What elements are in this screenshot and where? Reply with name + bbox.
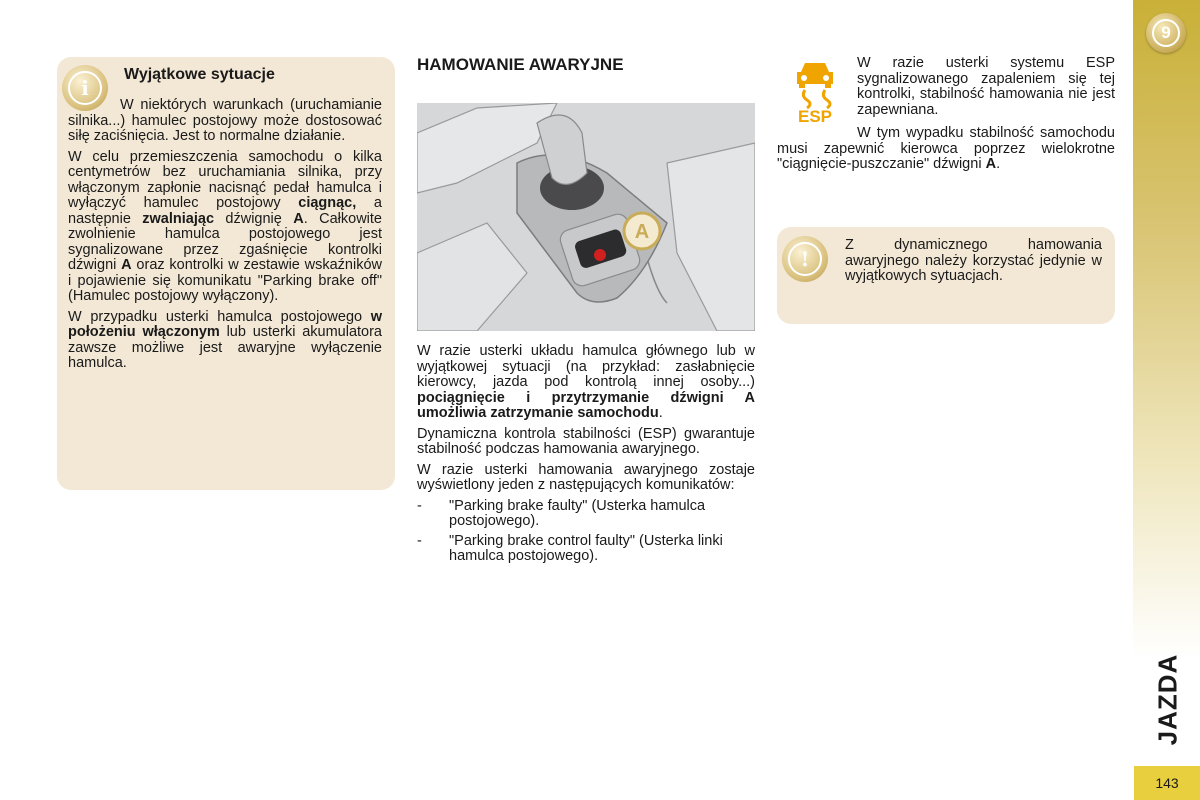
list-item: - "Parking brake faulty" (Usterka hamulca postojowego). bbox=[417, 497, 706, 529]
section-body bbox=[417, 344, 755, 569]
section-paragraph-1: W razie usterki układu hamulca głównego lub w wyjątkowej sytuacji (na przykład: zasłabnięcie kierowcy, jazda pod kontrolą innej osoby...) pociągnięcie i przytrzymanie dźwigni A umożliwia zatrzymanie samochodu. bbox=[417, 343, 755, 421]
esp-text bbox=[857, 56, 1115, 123]
parking-brake-illustration bbox=[417, 103, 755, 331]
chapter-side-strip bbox=[1133, 0, 1200, 660]
warning-text bbox=[845, 238, 1102, 290]
esp-paragraph-1: W razie usterki systemu ESP sygnalizowanego zapaleniem się tej kontrolki, stabilność hamowania nie jest zapewniana. bbox=[857, 55, 1115, 118]
svg-text:ESP: ESP bbox=[797, 107, 833, 124]
exclamation-icon: ! bbox=[782, 236, 828, 282]
info-box-text bbox=[68, 98, 382, 377]
section-paragraph-2: Dynamiczna kontrola stabilności (ESP) gwarantuje stabilność podczas hamowania awaryjnego. bbox=[417, 425, 755, 457]
figure-callout-a: A bbox=[634, 221, 650, 243]
list-item: - "Parking brake control faulty" (Usterka linki hamulca postojowego). bbox=[417, 532, 723, 564]
info-box-title: Wyjątkowe sytuacje bbox=[124, 66, 275, 83]
info-paragraph-2: W celu przemieszczenia samochodu o kilka centymetrów bez uruchamiania silnika, przy włączonym zapłonie nacisnąć pedał hamulca i wyłączyć hamulec postojowy ciągnąc, a następnie zwalniając dźwignię A. Całkowite zwolnienie hamulca postojowego jest sygnalizowane przez zgaśnięcie kontrolki dźwigni A oraz kontrolki w zestawie wskaźników i pojawienie się komunikatu "Parking brake off" (Hamulec postojowy wyłączony). bbox=[68, 148, 383, 304]
info-paragraph-3: W przypadku usterki hamulca postojowego w położeniu włączonym lub usterki akumulatora zawsze możliwe jest awaryjne wyłączenie hamulca. bbox=[68, 308, 382, 371]
section-title: HAMOWANIE AWARYJNE bbox=[417, 55, 624, 74]
section-paragraph-3: W razie usterki hamowania awaryjnego zostaje wyświetlony jeden z następujących komunikatów: bbox=[417, 461, 755, 493]
page-number: 143 bbox=[1134, 766, 1200, 800]
chapter-title bbox=[1140, 644, 1196, 754]
warning-paragraph: Z dynamicznego hamowania awaryjnego należy korzystać jedynie w wyjątkowych sytuacjach. bbox=[845, 237, 1102, 284]
esp-paragraph-2: W tym wypadku stabilność samochodu musi zapewnić kierowca poprzez wielokrotne "ciągnięcie-puszczanie" dźwigni A. bbox=[777, 125, 1115, 172]
chapter-title-text: JAZDA bbox=[1152, 653, 1183, 745]
esp-text-continued bbox=[777, 126, 1115, 178]
esp-warning-icon bbox=[787, 58, 843, 124]
parking-brake-figure bbox=[417, 103, 755, 331]
info-paragraph-1: W niektórych warunkach (uruchamianie silnika...) hamulec postojowy może dostosować siłę zaciśnięcia. Jest to normalne działanie. bbox=[68, 97, 382, 144]
chapter-badge bbox=[1146, 13, 1186, 53]
chapter-number: 9 bbox=[1152, 19, 1180, 47]
info-icon: i bbox=[62, 65, 108, 111]
